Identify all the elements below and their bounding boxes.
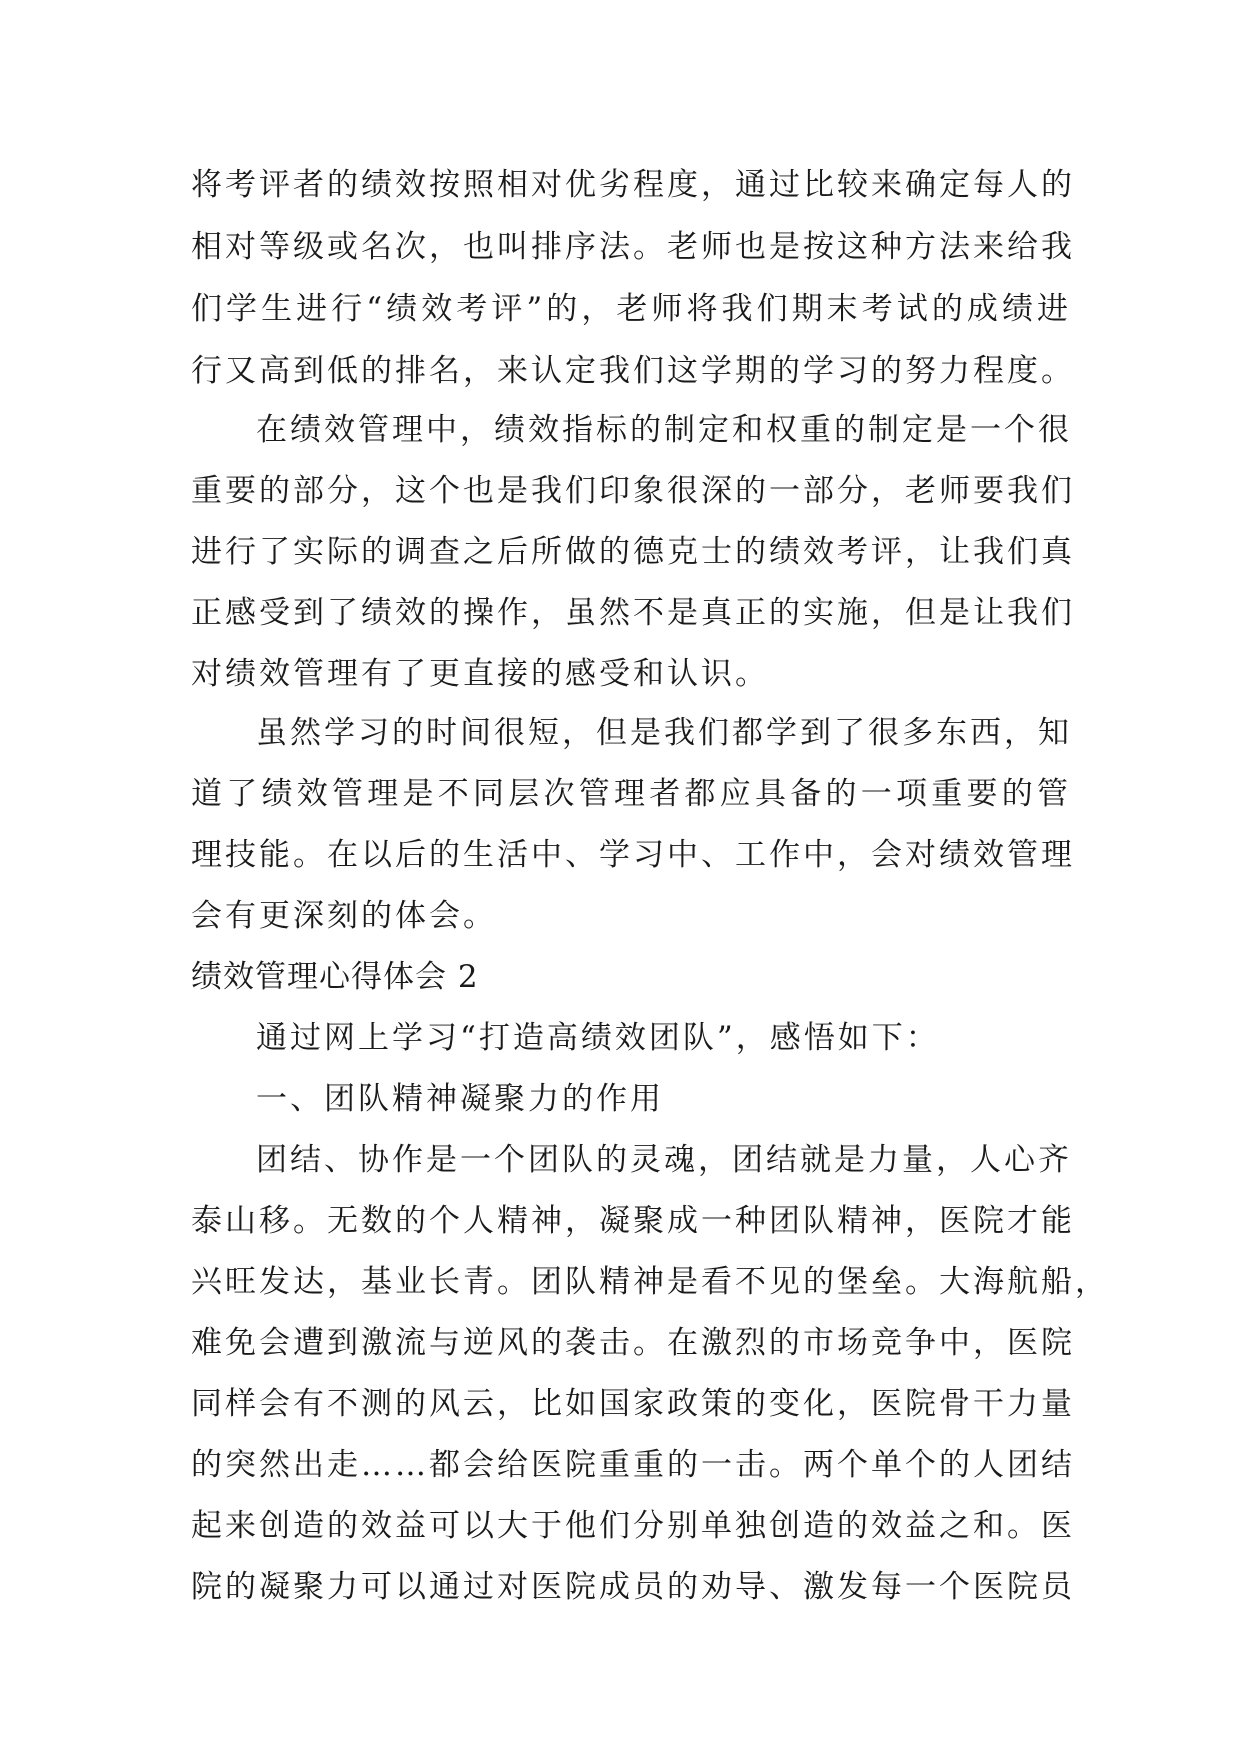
paragraph-first-line: 在绩效管理中，绩效指标的制定和权重的制定是一个很 — [256, 412, 1072, 448]
text-line: 进行了实际的调查之后所做的德克士的绩效考评，让我们真 — [191, 534, 1075, 570]
text-line: 正感受到了绩效的操作，虽然不是真正的实施，但是让我们 — [191, 595, 1075, 631]
text-line: 道了绩效管理是不同层次管理者都应具备的一项重要的管 — [191, 776, 1071, 812]
text-line: 兴旺发达，基业长青。团队精神是看不见的堡垒。大海航船， — [191, 1264, 1109, 1300]
text-line: 相对等级或名次，也叫排序法。老师也是按这种方法来给我 — [191, 229, 1075, 265]
text-line: 将考评者的绩效按照相对优劣程度，通过比较来确定每人的 — [191, 167, 1075, 203]
paragraph-first-line: 虽然学习的时间很短，但是我们都学到了很多东西，知 — [256, 715, 1072, 751]
subheading: 一、团队精神凝聚力的作用 — [256, 1081, 664, 1117]
text-line: 重要的部分，这个也是我们印象很深的一部分，老师要我们 — [191, 473, 1075, 509]
section-heading: 绩效管理心得体会 2 — [191, 959, 479, 995]
text-line: 会有更深刻的体会。 — [191, 898, 497, 934]
text-line: 对绩效管理有了更直接的感受和认识。 — [191, 656, 769, 692]
text-line: 的突然出走……都会给医院重重的一击。两个单个的人团结 — [191, 1447, 1075, 1483]
text-line: 院的凝聚力可以通过对医院成员的劝导、激发每一个医院员 — [191, 1569, 1075, 1605]
text-line: 行又高到低的排名，来认定我们这学期的学习的努力程度。 — [191, 353, 1075, 389]
text-line: 们学生进行“绩效考评”的，老师将我们期末考试的成绩进 — [191, 291, 1071, 327]
text-line: 起来创造的效益可以大于他们分别单独创造的效益之和。医 — [191, 1508, 1075, 1544]
text-line: 难免会遭到激流与逆风的袭击。在激烈的市场竞争中，医院 — [191, 1325, 1075, 1361]
text-line: 同样会有不测的风云，比如国家政策的变化，医院骨干力量 — [191, 1386, 1075, 1422]
text-line: 泰山移。无数的个人精神，凝聚成一种团队精神，医院才能 — [191, 1203, 1075, 1239]
paragraph-first-line: 团结、协作是一个团队的灵魂，团结就是力量，人心齐 — [256, 1142, 1072, 1178]
paragraph-first-line: 通过网上学习“打造高绩效团队”，感悟如下： — [256, 1020, 940, 1056]
text-line: 理技能。在以后的生活中、学习中、工作中，会对绩效管理 — [191, 837, 1075, 873]
